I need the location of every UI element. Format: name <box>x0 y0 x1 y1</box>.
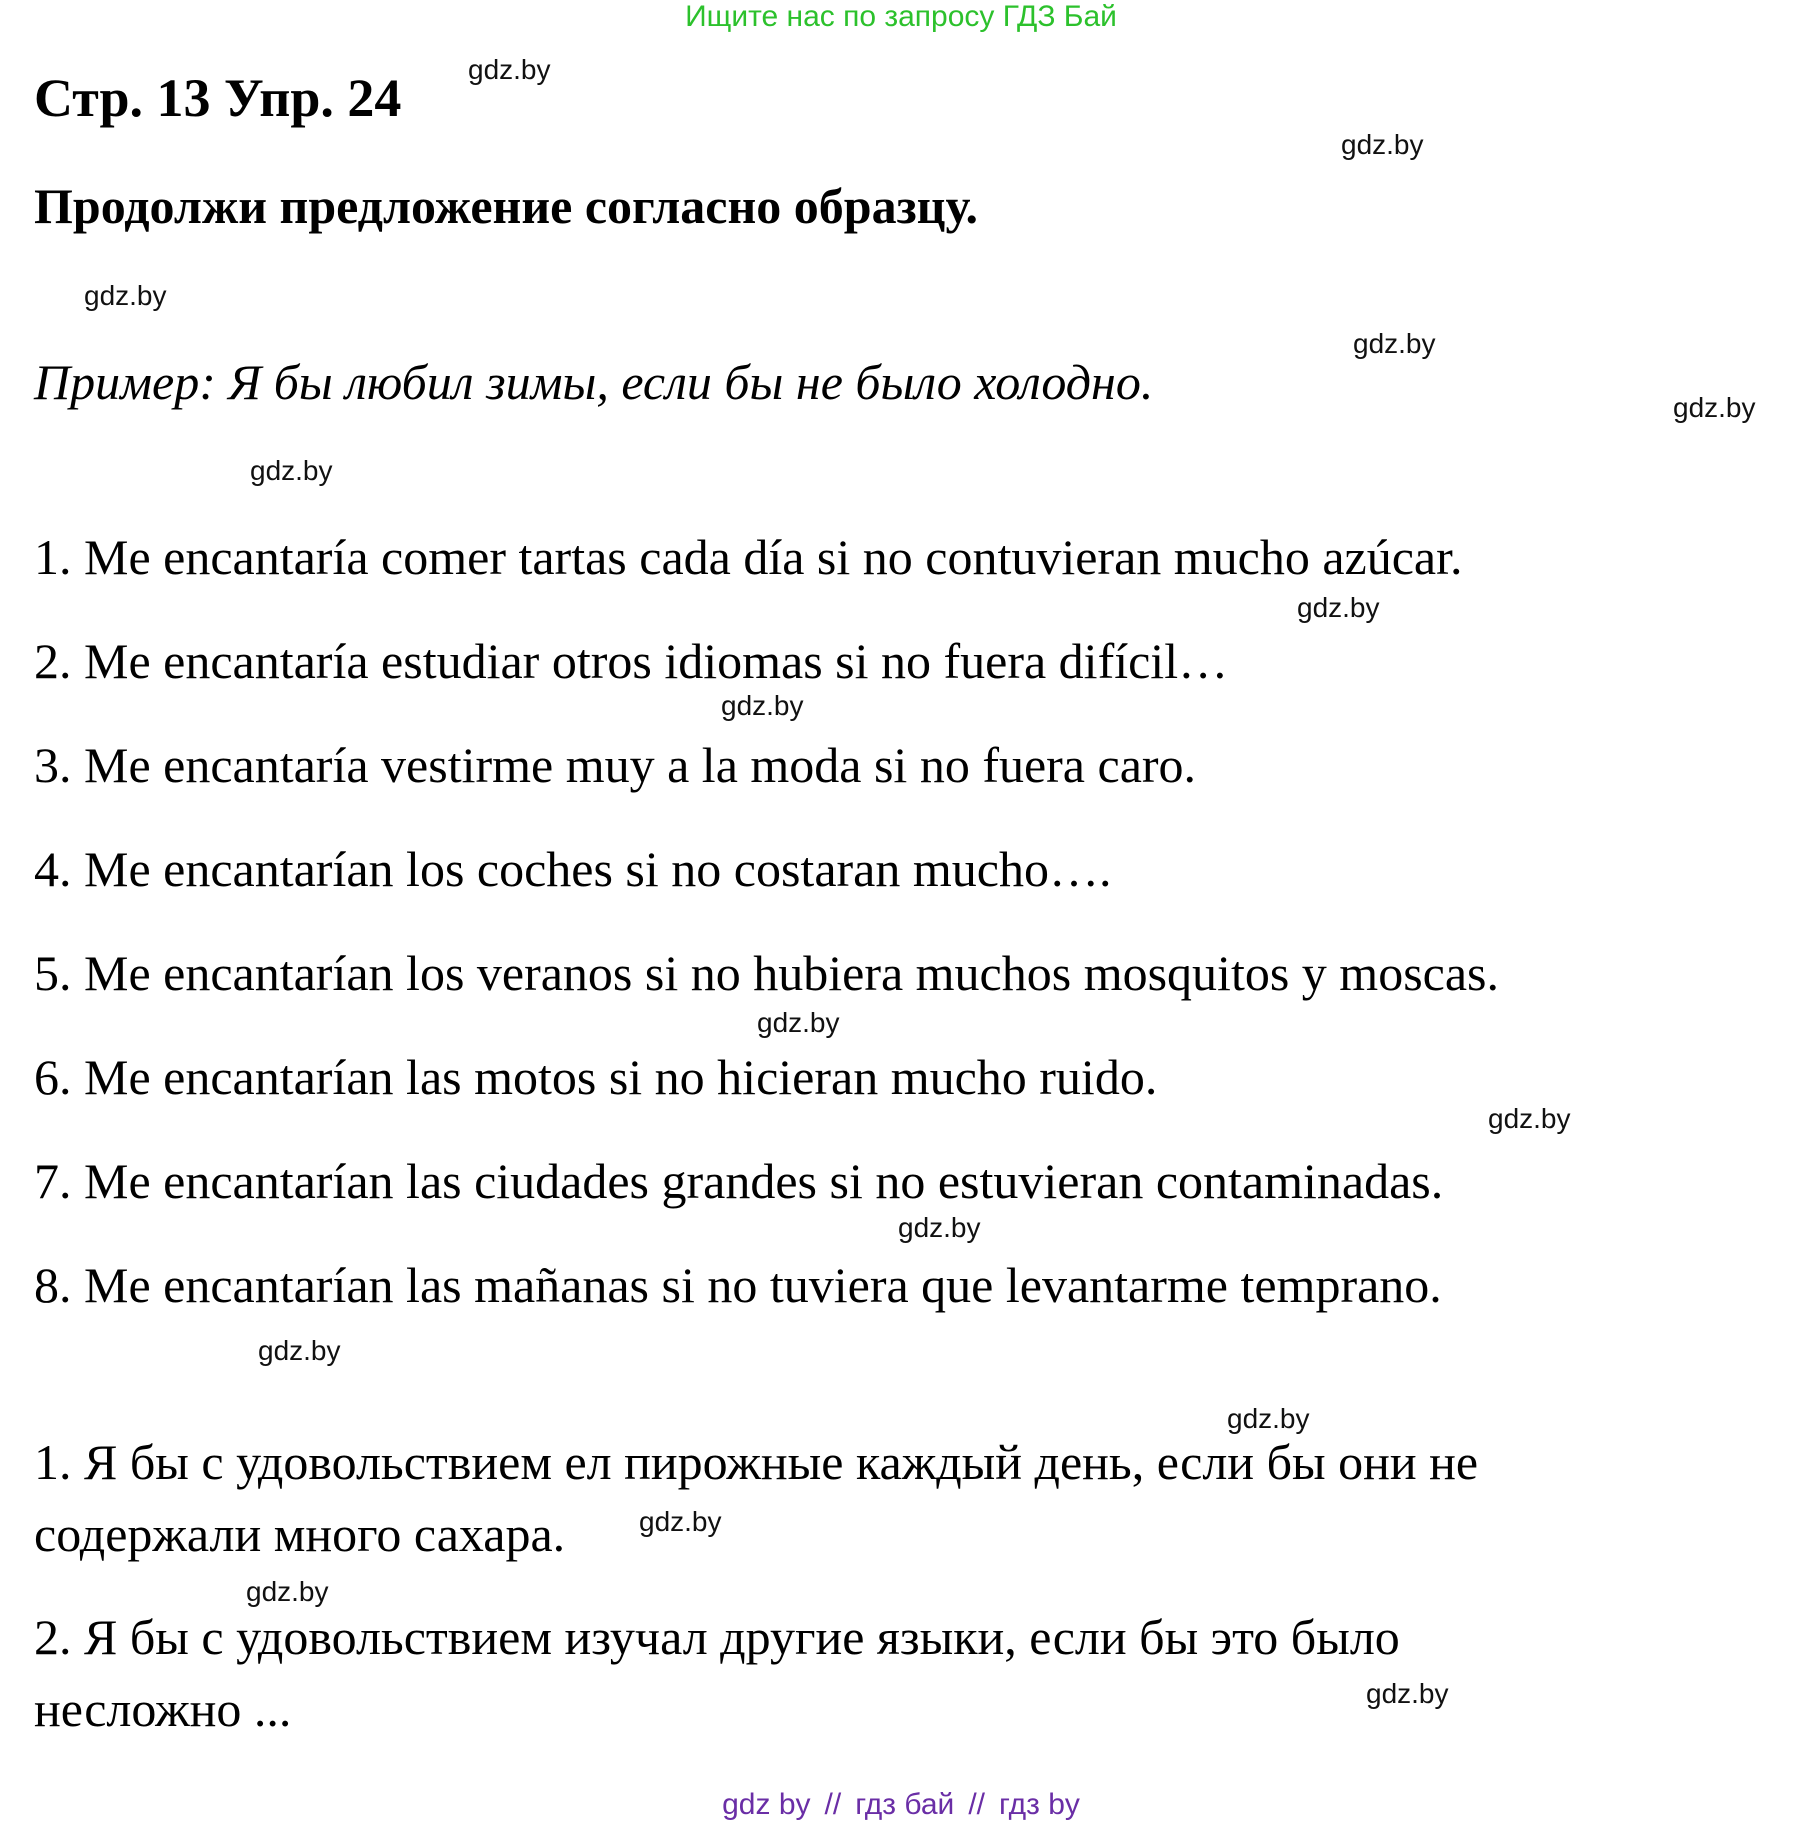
spanish-line-2: 2. Me encantaría estudiar otros idiomas si no fuera difícil… <box>34 633 1229 689</box>
task-heading: Продолжи предложение согласно образцу. <box>34 178 978 234</box>
watermark: gdz.by <box>1353 328 1436 359</box>
example-sentence: Пример: Я бы любил зимы, если бы не было холодно. <box>34 354 1154 410</box>
watermark: gdz.by <box>1227 1403 1310 1434</box>
translation-line-3: 2. Я бы с удовольствием изучал другие языки, если бы это было <box>34 1609 1400 1665</box>
spanish-line-3: 3. Me encantaría vestirme muy a la moda si no fuera caro. <box>34 737 1197 793</box>
footer-link-gdz-bai[interactable]: гдз бай <box>855 1788 955 1821</box>
watermark: gdz.by <box>1673 392 1756 423</box>
page-title: Стр. 13 Упр. 24 <box>34 68 402 128</box>
watermark: gdz.by <box>1366 1678 1449 1709</box>
watermark: gdz.by <box>639 1506 722 1537</box>
watermark: gdz.by <box>1488 1103 1571 1134</box>
watermark: gdz.by <box>1341 129 1424 160</box>
watermark: gdz.by <box>250 455 333 486</box>
translation-line-1: 1. Я бы с удовольствием ел пирожные каждый день, если бы они не <box>34 1434 1479 1490</box>
footer-link-gdz-by-cyr[interactable]: гдз by <box>999 1788 1080 1821</box>
spanish-line-4: 4. Me encantarían los coches si no costaran mucho…. <box>34 841 1112 897</box>
top-banner: Ищите нас по запросу ГДЗ Бай <box>685 0 1117 33</box>
watermark: gdz.by <box>898 1212 981 1243</box>
spanish-line-5: 5. Me encantarían los veranos si no hubiera muchos mosquitos y moscas. <box>34 945 1499 1001</box>
spanish-line-1: 1. Me encantaría comer tartas cada día si no contuvieran mucho azúcar. <box>34 529 1463 585</box>
footer-separator: // <box>824 1788 842 1821</box>
spanish-line-7: 7. Me encantarían las ciudades grandes si no estuvieran contaminadas. <box>34 1153 1444 1209</box>
translation-line-4: несложно ... <box>34 1681 292 1737</box>
footer <box>0 1788 1802 1822</box>
watermark: gdz.by <box>84 280 167 311</box>
footer-link-gdz-by[interactable]: gdz by <box>722 1788 811 1821</box>
translation-line-2: содержали много сахара. <box>34 1506 566 1562</box>
watermark: gdz.by <box>721 690 804 721</box>
watermark: gdz.by <box>468 54 551 85</box>
watermark: gdz.by <box>246 1576 329 1607</box>
footer-separator: // <box>968 1788 985 1821</box>
watermark: gdz.by <box>258 1335 341 1366</box>
watermark: gdz.by <box>1297 592 1380 623</box>
watermark: gdz.by <box>757 1007 840 1038</box>
spanish-line-8: 8. Me encantarían las mañanas si no tuviera que levantarme temprano. <box>34 1257 1442 1313</box>
spanish-line-6: 6. Me encantarían las motos si no hicieran mucho ruido. <box>34 1049 1158 1105</box>
